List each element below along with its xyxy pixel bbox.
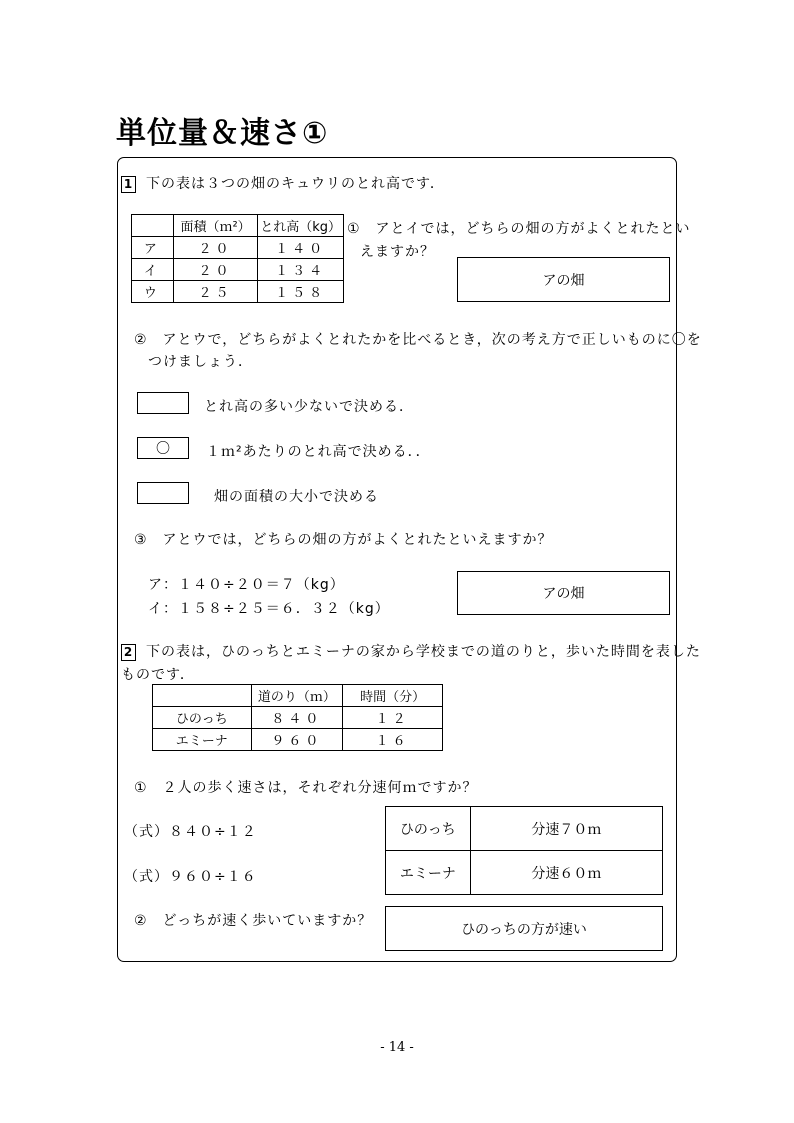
table-cell: １５８	[258, 281, 344, 303]
question-2-text: 下の表は，ひのっちとエミーナの家から学校までの道のりと，歩いた時間を表した	[146, 644, 701, 660]
table-cell: １２	[343, 707, 443, 729]
answer-name-cell: エミーナ	[386, 851, 471, 895]
option-label-3: 畑の面積の大小で決める	[214, 489, 379, 505]
answer-name-cell: ひのっち	[386, 807, 471, 851]
question-1-text: 下の表は３つの畑のキュウリのとれ高です．	[146, 176, 445, 192]
answer-value-cell: 分速６０ｍ	[470, 851, 662, 895]
calculation-i: イ：１５８÷２５＝６．３２（kg）	[148, 601, 390, 617]
table-cell: １３４	[258, 259, 344, 281]
option-checkbox-3[interactable]	[137, 482, 189, 504]
table-row	[132, 237, 344, 259]
question-1-2-line1: ② アとウで，どちらがよくとれたかを比べるとき，次の考え方で正しいものに〇を	[134, 332, 702, 348]
question-1-intro	[121, 173, 445, 193]
table-header-row	[153, 685, 443, 707]
option-label-2: １ｍ²あたりのとれ高で決める．．	[206, 444, 431, 460]
table-cell: １４０	[258, 237, 344, 259]
question-2-2: ② どっちが速く歩いていますか？	[134, 913, 373, 929]
option-label-1: とれ高の多い少ないで決める．	[204, 399, 414, 415]
table-row	[153, 729, 443, 751]
table-cell: ひのっち	[153, 707, 252, 729]
answer-box-1-3: アの畑	[457, 571, 670, 615]
question-2-intro	[121, 641, 701, 661]
question-1-3: ③ アとウでは，どちらの畑の方がよくとれたといえますか？	[134, 532, 553, 548]
table-cell: エミーナ	[153, 729, 252, 751]
table-row	[153, 707, 443, 729]
table-header-cell	[153, 685, 252, 707]
table-header-row	[132, 215, 344, 237]
question-2-1: ① ２人の歩く速さは，それぞれ分速何ｍですか？	[134, 780, 478, 796]
table-row	[132, 281, 344, 303]
table-cell: ８４０	[251, 707, 343, 729]
table-header-cell: 面積（ｍ²）	[173, 215, 258, 237]
harvest-table	[131, 214, 344, 303]
page-number: - 14 -	[380, 1040, 414, 1055]
table-cell: ２０	[173, 237, 258, 259]
question-1-1-line2: えますか？	[360, 244, 435, 260]
calculation-a: ア：１４０÷２０＝７（kg）	[148, 577, 345, 593]
formula-emina: （式）９６０÷１６	[124, 869, 257, 885]
table-cell: ウ	[132, 281, 174, 303]
table-cell: ２５	[173, 281, 258, 303]
answer-box-1-1: アの畑	[457, 257, 670, 302]
question-1-number: 1	[121, 176, 136, 193]
distance-table	[152, 684, 443, 751]
speed-answer-table	[385, 806, 663, 895]
formula-hinocchi: （式）８４０÷１２	[124, 824, 257, 840]
table-cell: ア	[132, 237, 174, 259]
question-1-2-line2: つけましょう．	[148, 354, 253, 370]
table-row	[386, 807, 663, 851]
answer-value-cell: 分速７０ｍ	[470, 807, 662, 851]
table-header-cell: 道のり（ｍ）	[251, 685, 343, 707]
page-title: 単位量＆速さ①	[116, 116, 329, 151]
question-2-number: 2	[121, 644, 136, 661]
table-cell: ２０	[173, 259, 258, 281]
question-2-intro-line2: ものです．	[121, 667, 195, 683]
table-header-cell: とれ高（kg）	[258, 215, 344, 237]
table-cell: １６	[343, 729, 443, 751]
option-checkbox-1[interactable]	[137, 392, 189, 414]
table-header-cell: 時間（分）	[343, 685, 443, 707]
table-row	[386, 851, 663, 895]
table-cell: ９６０	[251, 729, 343, 751]
question-1-1-line1: ① アとイでは，どちらの畑の方がよくとれたとい	[347, 221, 691, 237]
table-cell: イ	[132, 259, 174, 281]
table-header-cell	[132, 215, 174, 237]
table-row	[132, 259, 344, 281]
option-checkbox-2[interactable]: 〇	[137, 437, 189, 459]
answer-box-2-2: ひのっちの方が速い	[385, 906, 663, 951]
